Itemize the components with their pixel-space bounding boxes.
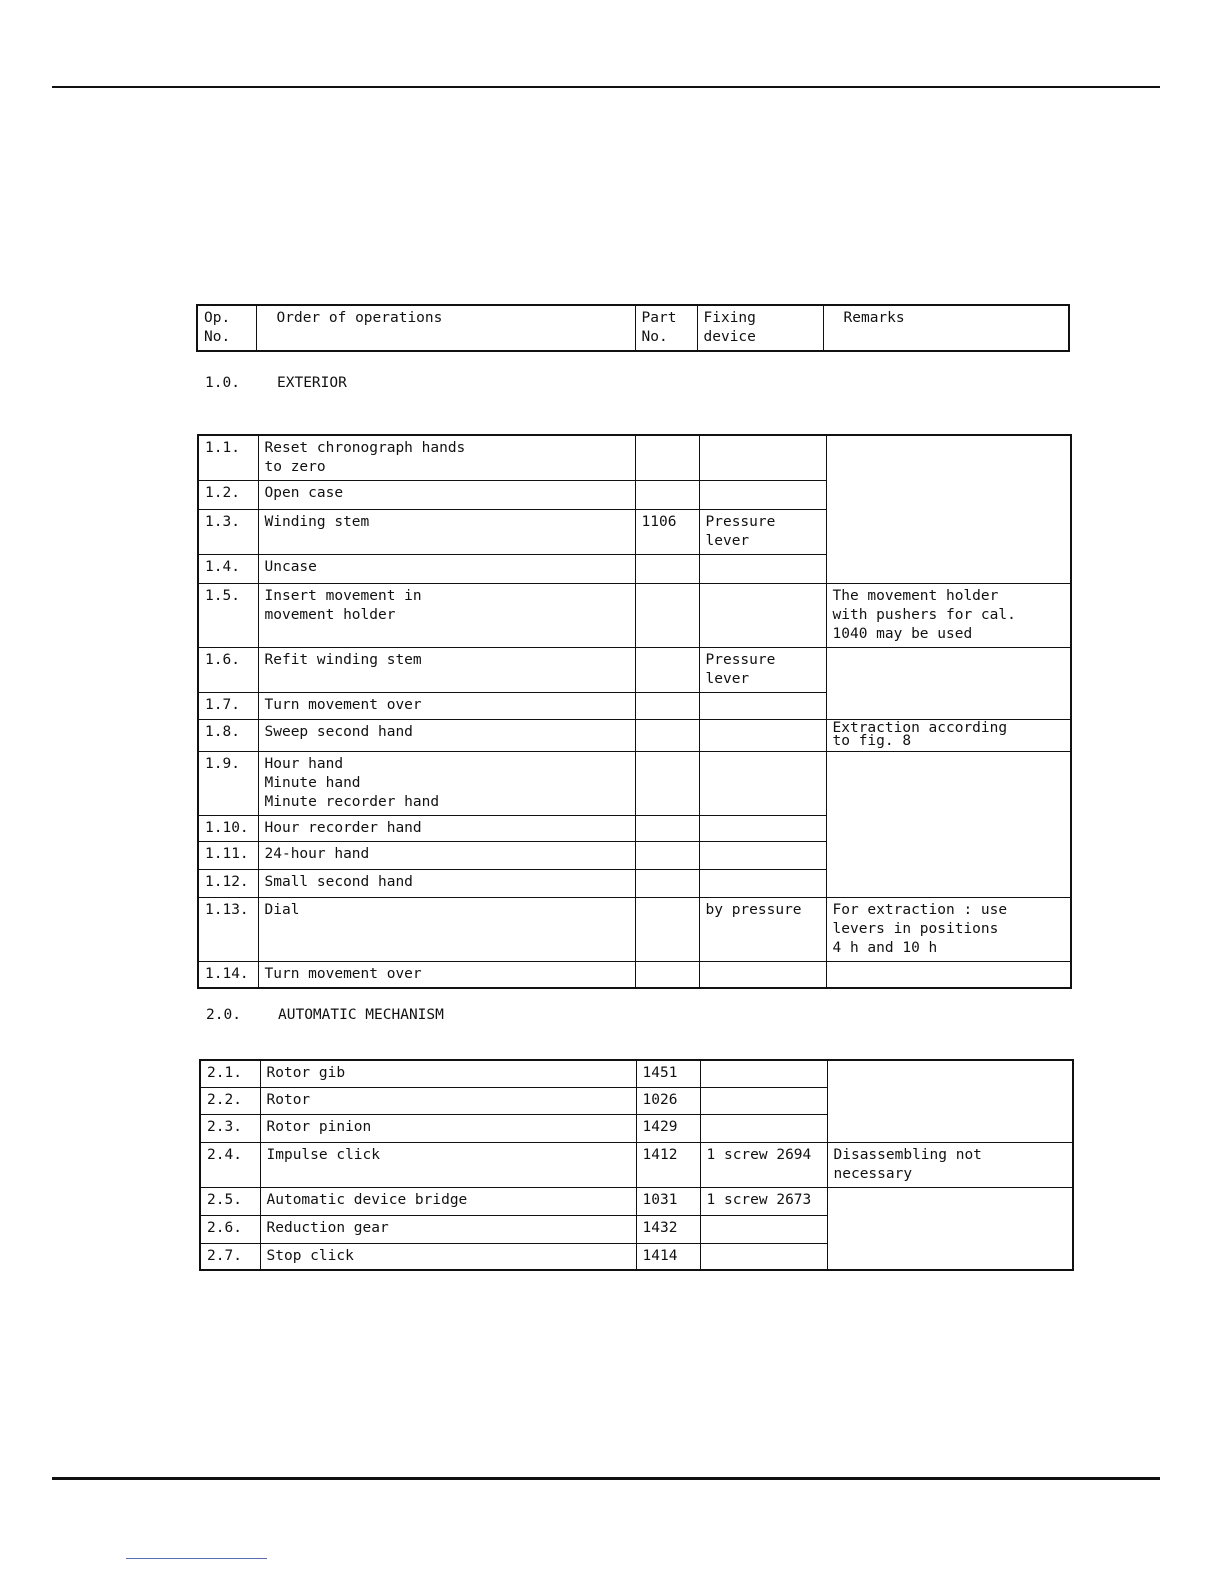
exterior-table [197, 434, 1072, 989]
remarks-disassembling: Disassembling not necessary [827, 1142, 1073, 1187]
op-number: 1.12. [198, 870, 258, 898]
fixing-device [699, 816, 826, 842]
part-number [635, 870, 699, 898]
op-number: 2.6. [200, 1215, 260, 1243]
table-row [198, 962, 1071, 989]
part-number: 1412 [636, 1142, 700, 1187]
header-op-no: Op. No. [197, 305, 256, 351]
fixing-device [699, 870, 826, 898]
operation: Reduction gear [260, 1215, 636, 1243]
op-number: 1.2. [198, 481, 258, 510]
op-number: 1.1. [198, 435, 258, 481]
header-fixing: Fixing device [697, 305, 823, 351]
fixing-device [700, 1114, 827, 1142]
part-number [635, 481, 699, 510]
table-row [198, 898, 1071, 962]
operation: Stop click [260, 1243, 636, 1270]
fixing-device [699, 435, 826, 481]
operation: Automatic device bridge [260, 1187, 636, 1215]
op-number: 1.4. [198, 555, 258, 584]
part-number [635, 842, 699, 870]
op-number: 1.8. [198, 720, 258, 752]
part-number [635, 584, 699, 648]
part-number: 1106 [635, 510, 699, 555]
section-number: 2.0. [206, 1007, 241, 1023]
table-row [198, 752, 1071, 816]
part-number [635, 962, 699, 989]
operation: Winding stem [258, 510, 635, 555]
header-remarks: Remarks [823, 305, 1069, 351]
column-header-table [196, 304, 1070, 352]
part-number: 1432 [636, 1215, 700, 1243]
part-number [635, 648, 699, 693]
op-number: 2.4. [200, 1142, 260, 1187]
automatic-mechanism-table [199, 1059, 1074, 1271]
operation: Open case [258, 481, 635, 510]
operation: Hour hand Minute hand Minute recorder hand [258, 752, 635, 816]
remarks-cell [826, 962, 1071, 989]
operation: 24-hour hand [258, 842, 635, 870]
part-number: 1429 [636, 1114, 700, 1142]
fixing-device [699, 752, 826, 816]
op-number: 1.6. [198, 648, 258, 693]
part-number [635, 435, 699, 481]
part-number: 1414 [636, 1243, 700, 1270]
table-row [200, 1187, 1073, 1215]
op-number: 2.2. [200, 1087, 260, 1114]
op-number: 1.3. [198, 510, 258, 555]
operation: Reset chronograph hands to zero [258, 435, 635, 481]
remarks-cell [826, 752, 1071, 898]
section-title: AUTOMATIC MECHANISM [278, 1007, 444, 1023]
part-number [635, 555, 699, 584]
part-number [635, 816, 699, 842]
operation: Insert movement in movement holder [258, 584, 635, 648]
part-number [635, 720, 699, 752]
table-row [200, 1060, 1073, 1087]
remarks-cell [827, 1060, 1073, 1142]
op-number: 2.7. [200, 1243, 260, 1270]
operation: Turn movement over [258, 962, 635, 989]
op-number: 1.10. [198, 816, 258, 842]
part-number: 1026 [636, 1087, 700, 1114]
table-row [198, 584, 1071, 648]
part-number: 1451 [636, 1060, 700, 1087]
table-row [198, 648, 1071, 693]
table-row [198, 720, 1071, 752]
operation: Small second hand [258, 870, 635, 898]
fixing-device [700, 1060, 827, 1087]
operation: Refit winding stem [258, 648, 635, 693]
table-row [198, 435, 1071, 481]
op-number: 1.14. [198, 962, 258, 989]
fixing-device: 1 screw 2694 [700, 1142, 827, 1187]
fixing-device: Pressure lever [699, 648, 826, 693]
table-row [200, 1142, 1073, 1187]
operation: Turn movement over [258, 693, 635, 720]
operation: Uncase [258, 555, 635, 584]
remarks-extraction-sweep: Extraction according to fig. 8 [826, 720, 1071, 752]
part-number [635, 898, 699, 962]
bottom-rule [52, 1477, 1160, 1480]
operation: Impulse click [260, 1142, 636, 1187]
header-part-no: Part No. [635, 305, 697, 351]
operation: Hour recorder hand [258, 816, 635, 842]
fixing-device [699, 481, 826, 510]
part-number: 1031 [636, 1187, 700, 1215]
op-number: 2.3. [200, 1114, 260, 1142]
section-title: EXTERIOR [277, 375, 347, 391]
part-number [635, 752, 699, 816]
fixing-device: Pressure lever [699, 510, 826, 555]
part-number [635, 693, 699, 720]
fixing-device [699, 720, 826, 752]
fixing-device [699, 842, 826, 870]
remarks-cell [826, 648, 1071, 720]
remarks-movement-holder: The movement holder with pushers for cal. 1040 may be used [826, 584, 1071, 648]
op-number: 1.9. [198, 752, 258, 816]
fixing-device [700, 1087, 827, 1114]
operation: Sweep second hand [258, 720, 635, 752]
op-number: 2.1. [200, 1060, 260, 1087]
operation: Rotor gib [260, 1060, 636, 1087]
remarks-cell [827, 1187, 1073, 1270]
fixing-device [700, 1215, 827, 1243]
section-number: 1.0. [205, 375, 240, 391]
operation: Rotor [260, 1087, 636, 1114]
remarks-cell [826, 435, 1071, 584]
fixing-device [699, 693, 826, 720]
op-number: 1.5. [198, 584, 258, 648]
op-number: 1.11. [198, 842, 258, 870]
operation: Rotor pinion [260, 1114, 636, 1142]
fixing-device: 1 screw 2673 [700, 1187, 827, 1215]
footer-underline [126, 1558, 267, 1559]
fixing-device [700, 1243, 827, 1270]
op-number: 1.7. [198, 693, 258, 720]
op-number: 2.5. [200, 1187, 260, 1215]
header-order: Order of operations [256, 305, 635, 351]
fixing-device [699, 962, 826, 989]
fixing-device: by pressure [699, 898, 826, 962]
fixing-device [699, 555, 826, 584]
fixing-device [699, 584, 826, 648]
remarks-extraction-dial: For extraction : use levers in positions 4 h and 10 h [826, 898, 1071, 962]
operation: Dial [258, 898, 635, 962]
top-rule [52, 86, 1160, 88]
op-number: 1.13. [198, 898, 258, 962]
